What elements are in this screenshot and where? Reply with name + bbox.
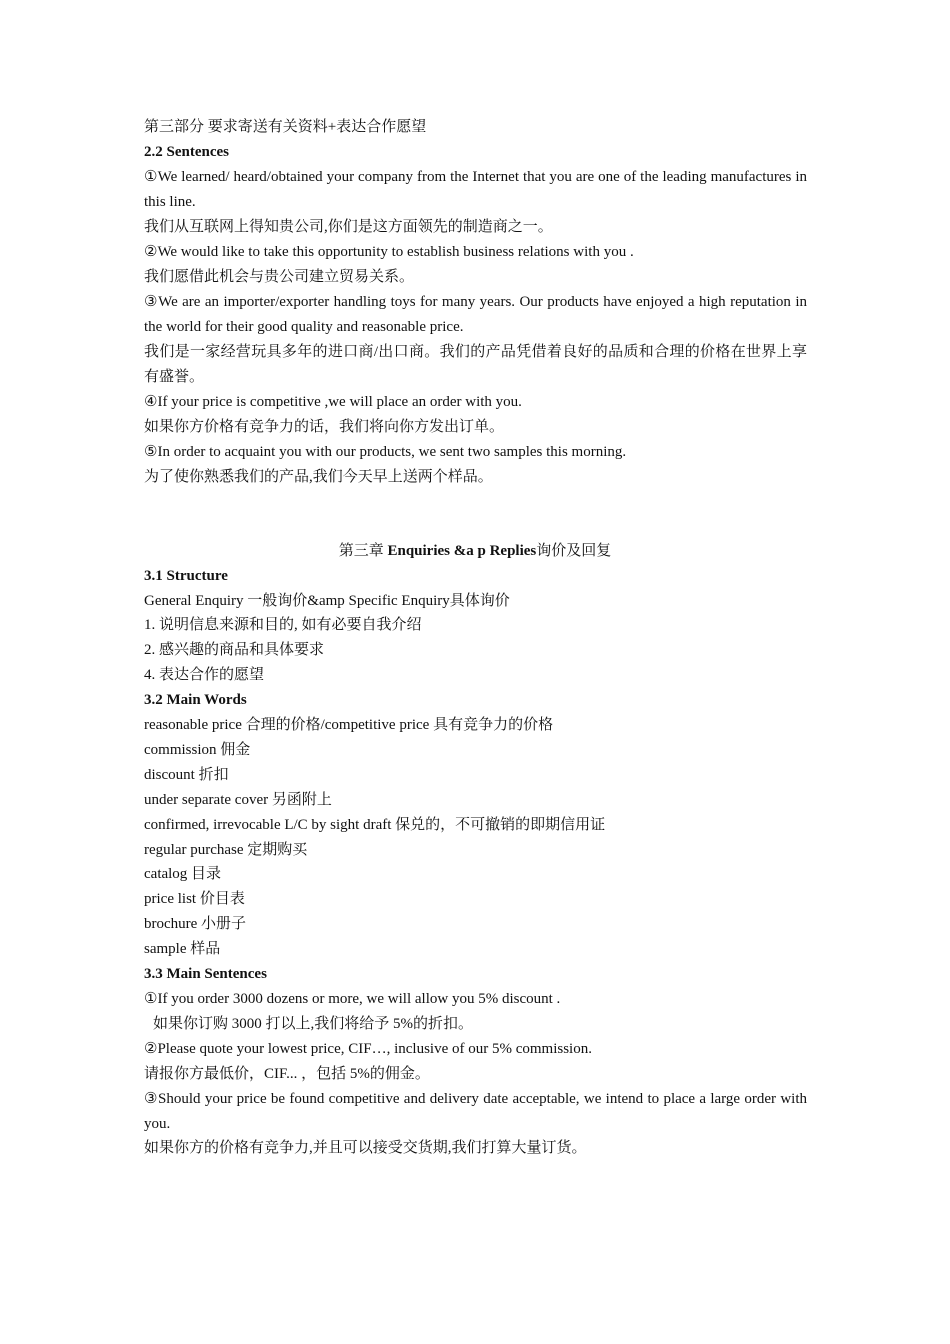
structure-item: 4. 表达合作的愿望 (144, 667, 265, 683)
main-sentence-3-cn: 如果你方的价格有竞争力,并且可以接受交货期,我们打算大量订货。 (144, 1140, 587, 1156)
structure-line: General Enquiry 一般询价&amp Specific Enquiry具体询价 (144, 593, 510, 609)
word-item: catalog 目录 (144, 866, 222, 882)
main-sentence-2-en: ②Please quote your lowest price, CIF…, inclusive of our 5% commission. (144, 1041, 592, 1057)
sentence-3-cn: 我们是一家经营玩具多年的进口商/出口商。我们的产品凭借着良好的品质和合理的价格在世界上享有盛誉。 (144, 344, 807, 385)
word-item: regular purchase 定期购买 (144, 842, 308, 858)
sentence-4-cn: 如果你方价格有竞争力的话，我们将向你方发出订单。 (144, 419, 505, 435)
sentence-4-en: ④If your price is competitive ,we will place an order with you. (144, 394, 522, 410)
sentence-5-en: ⑤In order to acquaint you with our products, we sent two samples this morning. (144, 444, 627, 460)
sentence-5-cn: 为了使你熟悉我们的产品,我们今天早上送两个样品。 (144, 469, 493, 485)
chapter-title-cn-suffix: 询价及回复 (536, 543, 612, 559)
sentence-2-en: ②We would like to take this opportunity to establish business relations with you . (144, 244, 634, 260)
main-sentence-1-en: ①If you order 3000 dozens or more, we will allow you 5% discount . (144, 991, 561, 1007)
section-heading-3-1: 3.1 Structure (144, 568, 228, 584)
word-item: brochure 小册子 (144, 916, 247, 932)
sentence-1-en: ①We learned/ heard/obtained your company from the Internet that you are one of the leading manufactures in this line. (144, 169, 807, 210)
part-heading: 第三部分 要求寄送有关资料+表达合作愿望 (144, 119, 427, 135)
section-heading-3-3: 3.3 Main Sentences (144, 966, 267, 982)
section-heading-3-2: 3.2 Main Words (144, 692, 247, 708)
word-item: under separate cover 另函附上 (144, 792, 332, 808)
main-sentence-1-cn: 如果你订购 3000 打以上,我们将给予 5%的折扣。 (153, 1016, 473, 1032)
section-heading-2-2: 2.2 Sentences (144, 144, 229, 160)
chapter-title-cn-prefix: 第三章 (338, 543, 388, 559)
word-item: reasonable price 合理的价格/competitive price 具有竞争力的价格 (144, 717, 554, 733)
word-item: sample 样品 (144, 941, 221, 957)
chapter-title-en: Enquiries &a p Replies (387, 543, 537, 559)
sentence-1-cn: 我们从互联网上得知贵公司,你们是这方面领先的制造商之一。 (144, 219, 553, 235)
word-item: commission 佣金 (144, 742, 251, 758)
chapter-title (0, 539, 950, 564)
sentence-2-cn: 我们愿借此机会与贵公司建立贸易关系。 (144, 269, 415, 285)
sentence-3-en: ③We are an importer/exporter handling toys for many years. Our products have enjoyed a high reputation in the world for their good quality and reasonable price. (144, 294, 807, 335)
word-item: discount 折扣 (144, 767, 229, 783)
main-sentence-2-cn: 请报你方最低价，CIF... ，包括 5%的佣金。 (144, 1066, 430, 1082)
main-sentence-3-en: ③Should your price be found competitive and delivery date acceptable, we intend to place a large order with you. (144, 1091, 807, 1132)
structure-item: 2. 感兴趣的商品和具体要求 (144, 642, 325, 658)
word-item: confirmed, irrevocable L/C by sight draft 保兑的，不可撤销的即期信用证 (144, 817, 606, 833)
word-item: price list 价目表 (144, 891, 245, 907)
structure-item: 1. 说明信息来源和目的, 如有必要自我介绍 (144, 617, 422, 633)
